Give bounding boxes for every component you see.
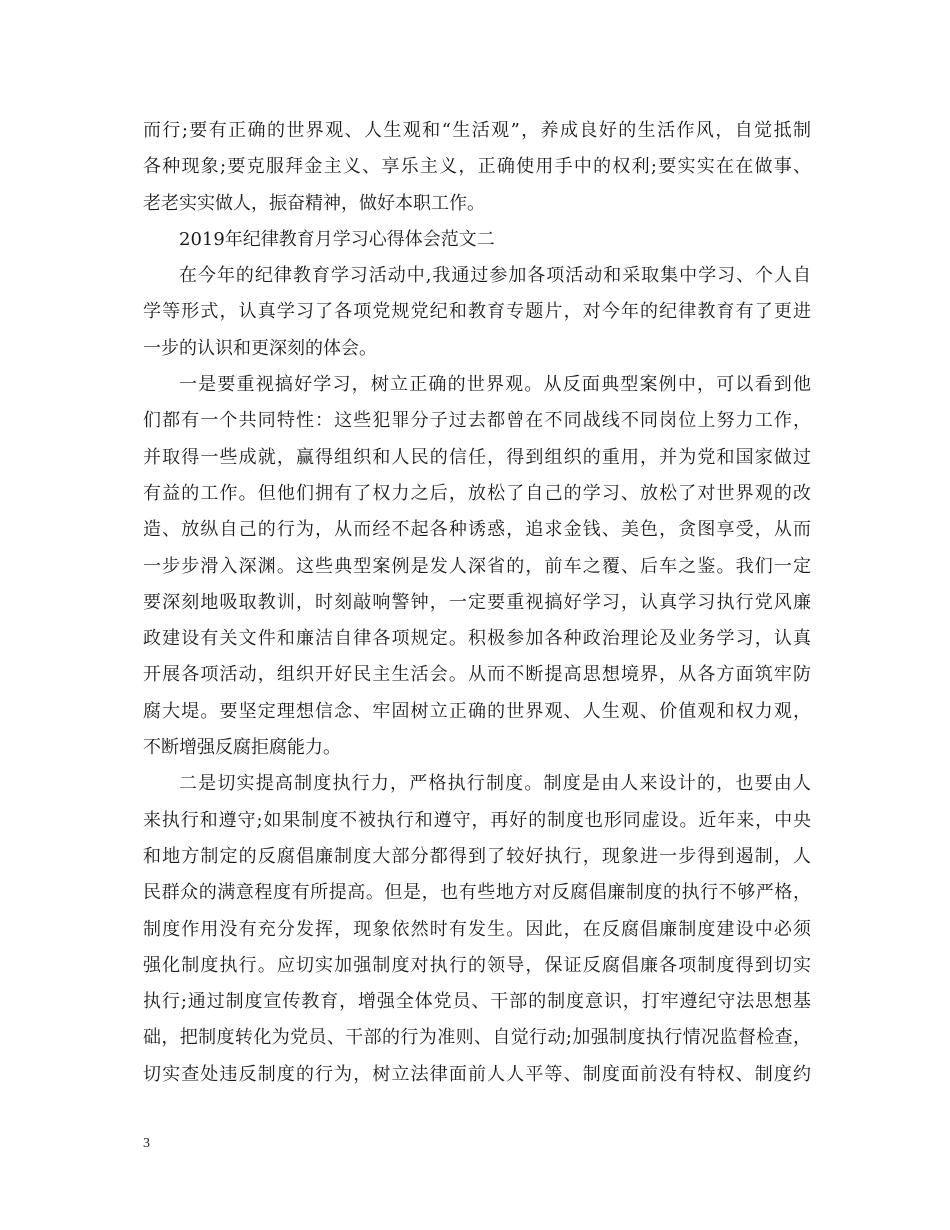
text-line: 执行;通过制度宣传教育，增强全体党员、干部的制度意识，打牢遵纪守法思想基	[143, 991, 811, 1013]
text-line: 腐大堤。要坚定理想信念、牢固树立正确的世界观、人生观、价值观和权力观，	[143, 700, 811, 722]
text-line: 在今年的纪律教育学习活动中,我通过参加各项活动和采取集中学习、个人自	[179, 265, 811, 287]
text-line: 强化制度执行。应切实加强制度对执行的领导，保证反腐倡廉各项制度得到切实	[143, 954, 811, 976]
text-line: 政建设有关文件和廉洁自律各项规定。积极参加各种政治理论及业务学习，认真	[143, 628, 811, 650]
text-line: 不断增强反腐拒腐能力。	[143, 737, 341, 759]
text-line: 一步步滑入深渊。这些典型案例是发人深省的，前车之覆、后车之鉴。我们一定	[143, 555, 811, 577]
text-line: 制度作用没有充分发挥，现象依然时有发生。因此，在反腐倡廉制度建设中必须	[143, 918, 811, 940]
text-line: 有益的工作。但他们拥有了权力之后，放松了自己的学习、放松了对世界观的改	[143, 482, 811, 504]
text-line: 造、放纵自己的行为，从而经不起各种诱惑，追求金钱、美色，贪图享受，从而	[143, 519, 811, 541]
text-line: 一是要重视搞好学习，树立正确的世界观。从反面典型案例中，可以看到他	[179, 374, 811, 396]
document-body	[143, 113, 811, 1093]
text-line: 而行;要有正确的世界观、人生观和“生活观”，养成良好的生活作风，自觉抵制	[143, 120, 811, 141]
text-line: 来执行和遵守;如果制度不被执行和遵守，再好的制度也形同虚设。近年来，中央	[143, 809, 811, 831]
text-line: 和地方制定的反腐倡廉制度大部分都得到了较好执行，现象进一步得到遏制，人	[143, 845, 811, 867]
text-line: 老老实实做人，振奋精神，做好本职工作。	[143, 192, 485, 214]
text-line: 们都有一个共同特性：这些犯罪分子过去都曾在不同战线不同岗位上努力工作，	[143, 410, 811, 432]
text-line: 2019年纪律教育月学习心得体会范文二	[179, 228, 495, 250]
text-line: 切实查处违反制度的行为，树立法律面前人人平等、制度面前没有特权、制度约	[143, 1063, 811, 1085]
page-number: 3	[143, 1136, 150, 1151]
text-line: 要深刻地吸取教训，时刻敲响警钟，一定要重视搞好学习，认真学习执行党风廉	[143, 591, 811, 613]
text-line: 础，把制度转化为党员、干部的行为准则、自觉行动;加强制度执行情况监督检查，	[143, 1027, 811, 1049]
text-line: 民群众的满意程度有所提高。但是，也有些地方对反腐倡廉制度的执行不够严格，	[143, 882, 811, 904]
text-line: 各种现象;要克服拜金主义、享乐主义，正确使用手中的权利;要实实在在做事、	[143, 156, 811, 178]
text-line: 一步的认识和更深刻的体会。	[143, 337, 377, 359]
text-line: 二是切实提高制度执行力，严格执行制度。制度是由人来设计的，也要由人	[179, 773, 811, 795]
text-line: 学等形式，认真学习了各项党规党纪和教育专题片，对今年的纪律教育有了更进	[143, 301, 811, 323]
text-line: 并取得一些成就，赢得组织和人民的信任，得到组织的重用，并为党和国家做过	[143, 446, 811, 468]
text-line: 开展各项活动，组织开好民主生活会。从而不断提高思想境界，从各方面筑牢防	[143, 664, 811, 686]
